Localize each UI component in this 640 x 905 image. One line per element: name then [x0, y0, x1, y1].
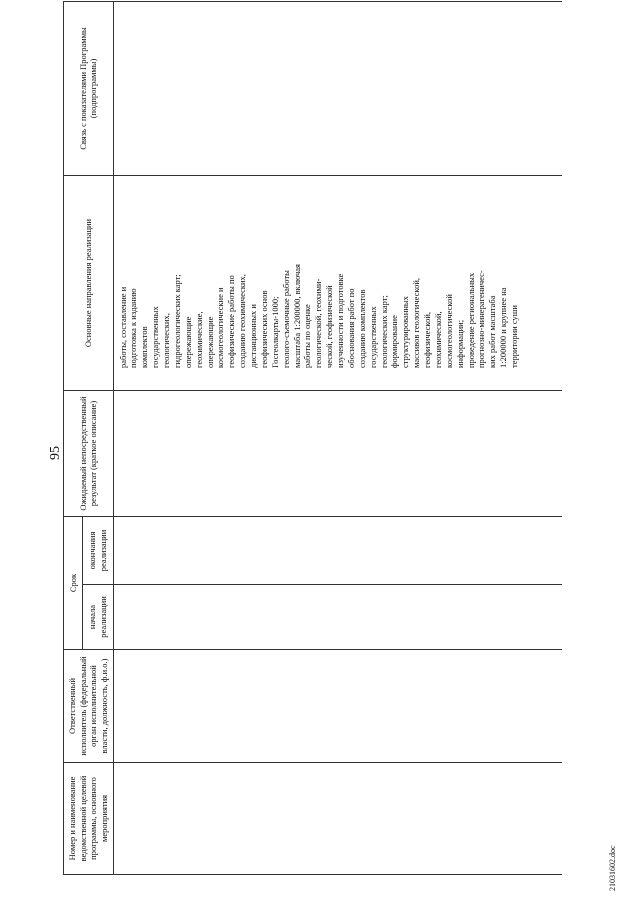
table-row	[113, 2, 562, 875]
header-row-top	[64, 2, 83, 875]
cell-term-end	[113, 517, 562, 585]
cell-expected-result	[113, 391, 562, 517]
header-responsible-executor: Ответственный исполнитель (федеральный орган исполнительной власти, должность, ф.и.о.)	[64, 650, 114, 763]
cell-term-start	[113, 585, 562, 650]
document-filename: 21031602.doc	[608, 845, 617, 891]
header-term-start: начала реализации	[83, 585, 113, 650]
main-directions-text: работы, составление и подготовка к изданию комплектов государственных геологических, гидрогеологических карт; опережающие геохимические, опережающие космогеологические и геофизические работы по созданию геохимических, дистанционных и геофизических основ Госгеолкарты-1000; геолого-съемочные работы масштаба 1:200000, включая работы по оценке геологической, геохими- ческой, геофизической изученности и подготовке обоснования работ по созданию комплектов государственных геологических карт; формирование структурированных массивов геологической, геофизической, геохимической, космогеологической информации; проведение региональных прогнозно-минерагеничес- ких работ масштаба 1:200000 и крупнее на территории суши	[117, 264, 519, 368]
page-number: 95	[48, 446, 63, 460]
header-expected-result: Ожидаемый непосредственный результат (краткое описание)	[64, 391, 114, 517]
cell-program-number-name	[113, 763, 562, 875]
cell-main-directions	[113, 176, 562, 391]
header-term-end: окончания реализации	[83, 517, 113, 585]
cell-link-to-indicators	[113, 2, 562, 176]
cell-responsible-executor	[113, 650, 562, 763]
header-program-number-name: Номер и наименование ведомственной целевой программы, основного мероприятия	[64, 763, 114, 875]
header-link-to-indicators: Связь с показателями Программы (подпрограммы)	[64, 2, 114, 176]
program-table	[63, 1, 562, 875]
header-term-group: Срок	[64, 517, 83, 650]
header-main-directions: Основные направления реализации	[64, 176, 114, 391]
